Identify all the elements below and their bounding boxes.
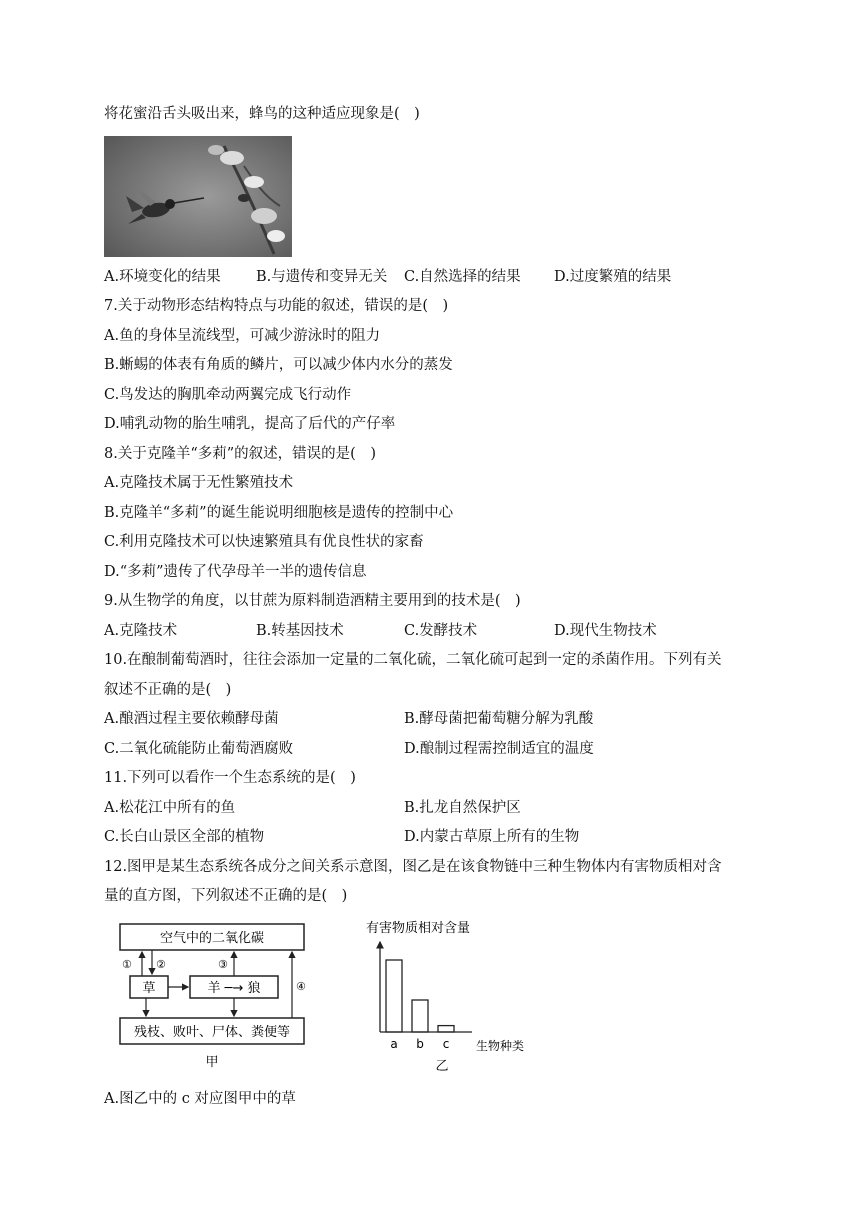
q10-option-c: C.二氧化硫能防止葡萄酒腐败: [104, 741, 294, 757]
tick-label-b: b: [416, 1037, 424, 1051]
q11-option-a: A.松花江中所有的鱼: [104, 800, 236, 816]
q12-stem-line1: 12.图甲是某生态系统各成分之间关系示意图，图乙是在该食物链中三种生物体内有害物质相对含: [104, 859, 722, 875]
q7-option-b: B.蜥蜴的体表有角质的鳞片，可以减少体内水分的蒸发: [104, 357, 453, 373]
bar-b: [412, 1000, 428, 1032]
mark-4: ④: [296, 980, 306, 993]
q6-stem-tail: 将花蜜沿舌头吸出来，蜂鸟的这种适应现象是( ): [104, 106, 420, 122]
harmful-substance-chart: [362, 912, 552, 1072]
q8-option-a: A.克隆技术属于无性繁殖技术: [104, 475, 294, 491]
q10-option-b: B.酵母菌把葡萄糖分解为乳酸: [404, 711, 594, 727]
q6-option-d: D.过度繁殖的结果: [554, 269, 672, 285]
q12-option-a: A.图乙中的 c 对应图甲中的草: [104, 1091, 296, 1107]
q11-option-d: D.内蒙古草原上所有的生物: [404, 829, 580, 845]
q10-option-d: D.酿制过程需控制适宜的温度: [404, 741, 594, 757]
q9-option-b: B.转基因技术: [256, 623, 344, 639]
chart-ylabel: 有害物质相对含量: [366, 921, 471, 936]
q8-option-c: C.利用克隆技术可以快速繁殖具有优良性状的家畜: [104, 534, 424, 550]
q12-stem-line2: 量的直方图，下列叙述不正确的是( ): [104, 888, 348, 904]
chart-xlabel: 生物种类: [476, 1039, 525, 1053]
grass-label: 草: [142, 981, 156, 996]
q7-option-c: C.鸟发达的胸肌牵动两翼完成飞行动作: [104, 387, 352, 403]
q7-stem: 7.关于动物形态结构特点与功能的叙述，错误的是( ): [104, 298, 449, 314]
q6-option-a: A.环境变化的结果: [104, 269, 221, 285]
q11-stem: 11.下列可以看作一个生态系统的是( ): [104, 770, 356, 786]
mark-3: ③: [218, 958, 228, 971]
q9-option-a: A.克隆技术: [104, 623, 178, 639]
bar-a: [386, 960, 402, 1032]
ecosystem-diagram: [116, 914, 316, 1074]
q8-option-b: B.克隆羊“多莉”的诞生能说明细胞核是遗传的控制中心: [104, 505, 454, 521]
tick-label-a: a: [390, 1037, 398, 1051]
q9-option-d: D.现代生物技术: [554, 623, 657, 639]
q9-stem: 9.从生物学的角度，以甘蔗为原料制造酒精主要用到的技术是( ): [104, 593, 521, 609]
mark-2: ②: [156, 958, 166, 971]
q7-option-a: A.鱼的身体呈流线型，可减少游泳时的阻力: [104, 328, 381, 344]
q10-stem-line2: 叙述不正确的是( ): [104, 682, 232, 698]
q10-stem-line1: 10.在酿制葡萄酒时，往往会添加一定量的二氧化硫，二氧化硫可起到一定的杀菌作用。下列有关: [104, 652, 722, 668]
air-co2-label: 空气中的二氧化碳: [159, 931, 265, 946]
bar-c: [438, 1026, 454, 1032]
q8-option-d: D.“多莉”遗传了代孕母羊一半的遗传信息: [104, 564, 367, 580]
q6-option-b: B.与遗传和变异无关: [256, 269, 388, 285]
q10-option-a: A.酿酒过程主要依赖酵母菌: [104, 711, 279, 727]
q9-option-c: C.发酵技术: [404, 623, 478, 639]
q8-stem: 8.关于克隆羊“多莉”的叙述，错误的是( ): [104, 446, 376, 462]
q11-option-c: C.长白山景区全部的植物: [104, 829, 265, 845]
tick-label-c: c: [442, 1037, 450, 1051]
hummingbird-photo: [104, 136, 292, 257]
sheep-wolf-label: 羊 ─→ 狼: [207, 981, 261, 996]
q11-option-b: B.扎龙自然保护区: [404, 800, 521, 816]
chart-caption: 乙: [435, 1059, 449, 1072]
q6-option-c: C.自然选择的结果: [404, 269, 521, 285]
q7-option-d: D.哺乳动物的胎生哺乳，提高了后代的产仔率: [104, 416, 396, 432]
residue-label: 残枝、败叶、尸体、粪便等: [133, 1025, 291, 1040]
diagram-jia-caption: 甲: [205, 1055, 219, 1070]
mark-1: ①: [122, 958, 132, 971]
